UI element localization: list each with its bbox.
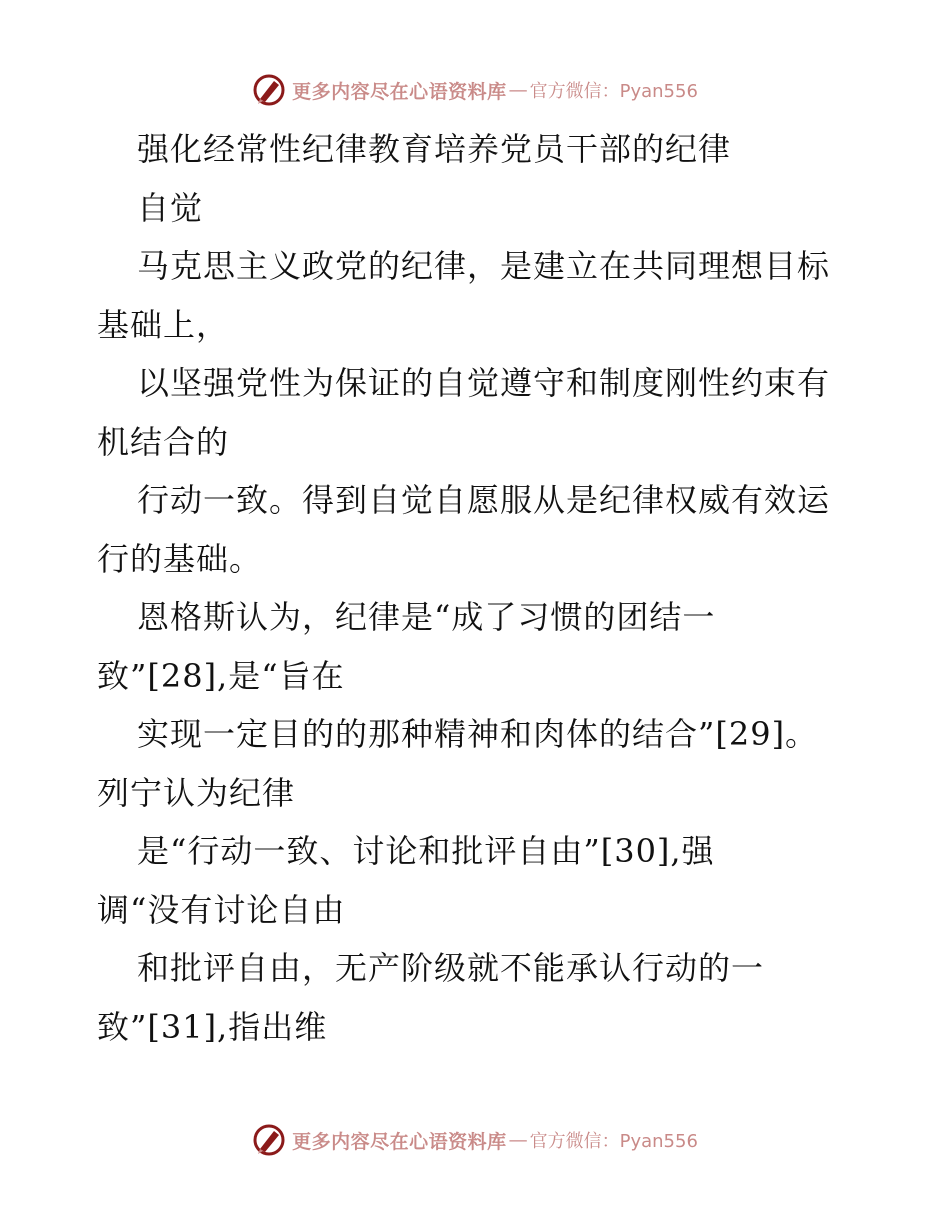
text-line: 行动一致。得到自觉自愿服从是纪律权威有效运 xyxy=(137,481,831,519)
text-line: 强化经常性纪律教育培养党员干部的纪律 xyxy=(137,130,732,168)
text-line: 致”[31],指出维 xyxy=(97,1007,328,1046)
header-banner xyxy=(0,70,950,110)
text-line: 是“行动一致、讨论和批评自由”[30],强 xyxy=(137,832,715,870)
banner-wechat: 官方微信：Pyan556 xyxy=(529,81,698,102)
text-line: 恩格斯认为，纪律是“成了习惯的团结一 xyxy=(137,598,716,636)
text-line: 以坚强党性为保证的自觉遵守和制度刚性约束有 xyxy=(137,364,831,402)
banner-title: 更多内容尽在心语资料库 xyxy=(292,80,507,103)
text-line: 实现一定目的的那种精神和肉体的结合”[29]。 xyxy=(137,715,819,753)
document-body xyxy=(97,120,877,1056)
text-line: 和批评自由，无产阶级就不能承认行动的一 xyxy=(137,949,765,987)
text-line: 调“没有讨论自由 xyxy=(97,890,346,929)
banner-title: 更多内容尽在心语资料库 xyxy=(292,1130,507,1153)
text-line: 列宁认为纪律 xyxy=(97,773,296,812)
banner-dash: — xyxy=(508,79,528,101)
pen-logo-icon xyxy=(252,73,286,107)
pen-logo-icon xyxy=(252,1123,286,1157)
text-line: 行的基础。 xyxy=(97,539,263,578)
text-line: 致”[28],是“旨在 xyxy=(97,656,345,695)
banner-dash: — xyxy=(508,1129,528,1151)
text-line: 基础上， xyxy=(97,305,230,344)
text-line: 机结合的 xyxy=(97,422,230,461)
text-line: 自觉 xyxy=(137,188,204,227)
footer-banner xyxy=(0,1120,950,1160)
text-line: 马克思主义政党的纪律，是建立在共同理想目标 xyxy=(137,247,831,285)
banner-wechat: 官方微信：Pyan556 xyxy=(529,1131,698,1152)
